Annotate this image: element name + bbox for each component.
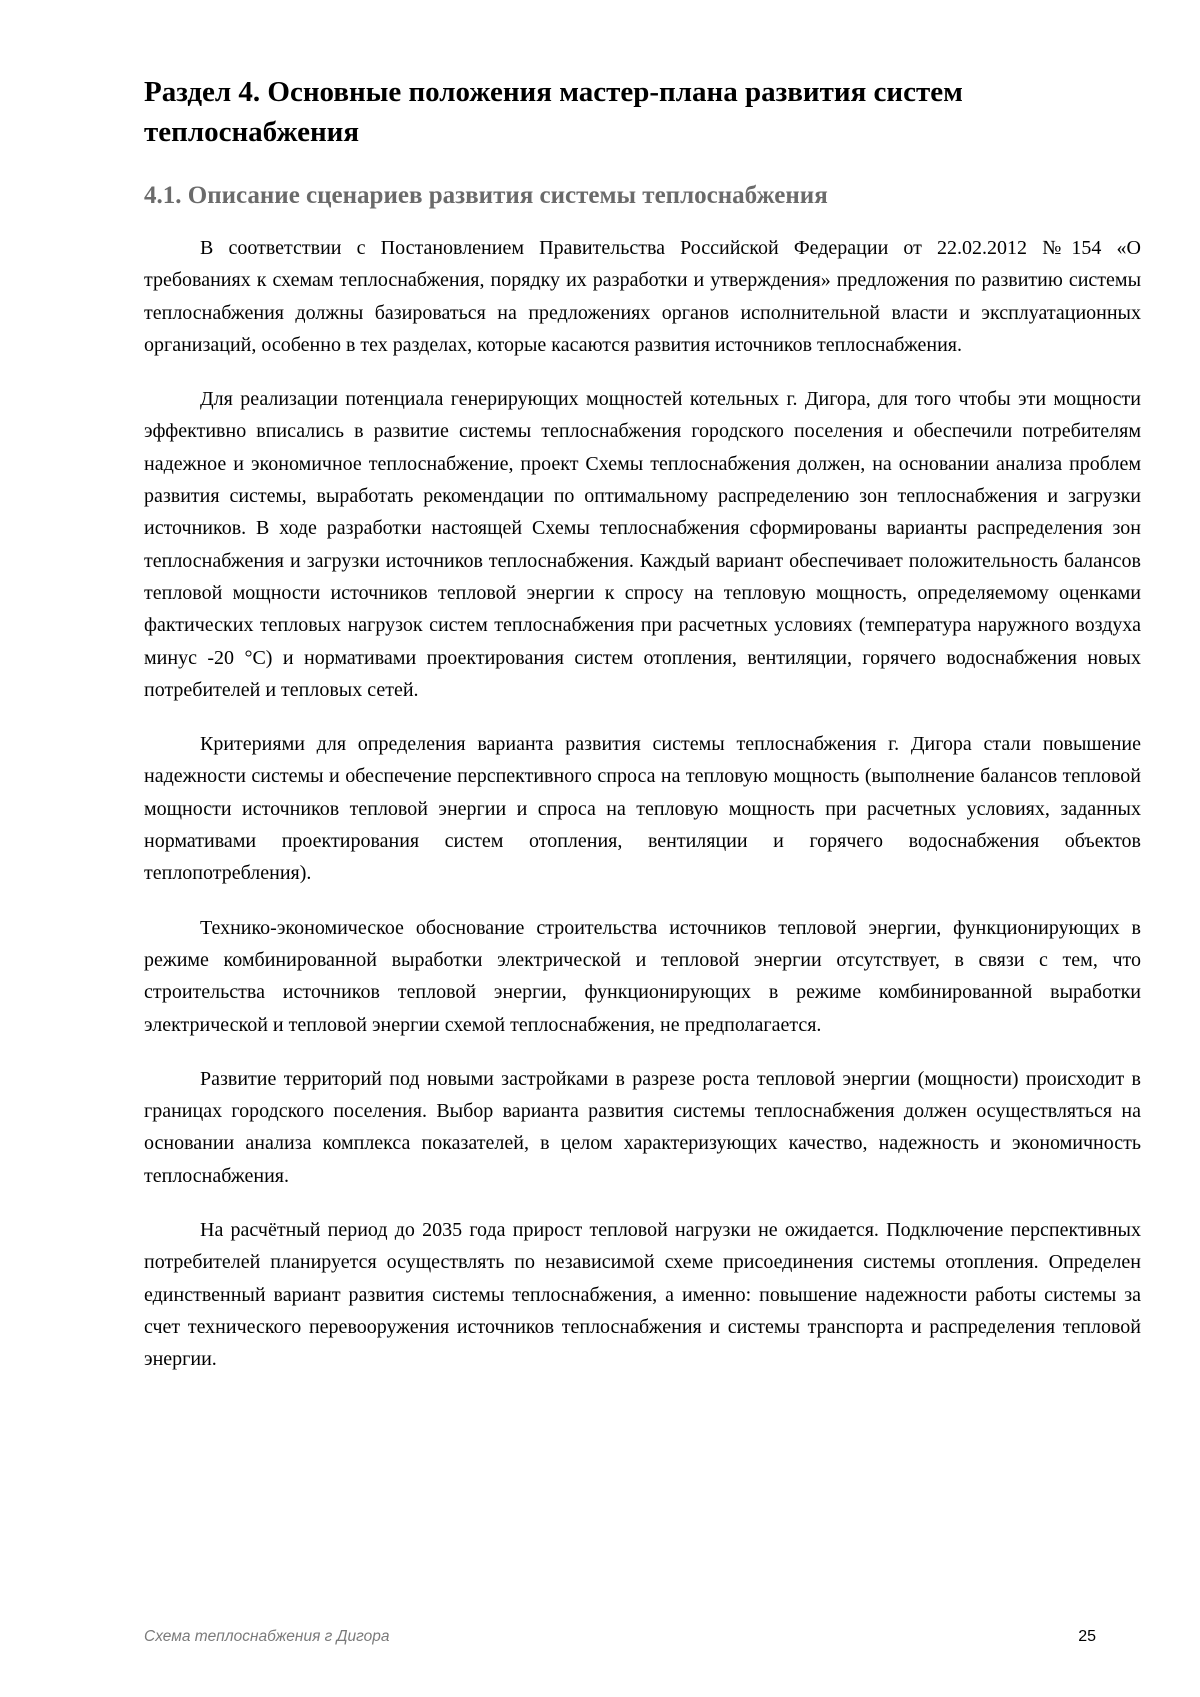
section-heading: Раздел 4. Основные положения мастер-плана развития систем теплоснабжения: [144, 76, 963, 148]
paragraph-forecast-2035: На расчётный период до 2035 года прирост тепловой нагрузки не ожидается. Подключение перспективных потребителей планируется осуществлять по независимой схеме присоединения системы отопления. Определен единственный вариант развития системы теплоснабжения, а именно: повышение надежности работы системы за счет технического перевооружения источников теплоснабжения и системы транспорта и распределения тепловой энергии.: [144, 1219, 1141, 1371]
footer-page-number: 25: [1078, 1628, 1096, 1645]
subsection-heading: 4.1. Описание сценариев развития системы теплоснабжения: [144, 182, 828, 209]
paragraph-legal-basis: В соответствии с Постановлением Правительства Российской Федерации от 22.02.2012 №154 «О требованиях к схемам теплоснабжения, порядку их разработки и утверждения» предложения по развитию системы теплоснабжения должны базироваться на предложениях органов исполнительной власти и эксплуатационных организаций, особенно в тех разделах, которые касаются развития источников теплоснабжения.: [144, 237, 1141, 356]
footer-document-title: Схема теплоснабжения г Дигора: [144, 1628, 390, 1645]
page-footer: [144, 1628, 1096, 1650]
paragraph-criteria: Критериями для определения варианта развития системы теплоснабжения г. Дигора стали повышение надежности системы и обеспечение перспективного спроса на тепловую мощность (выполнение балансов тепловой мощности источников тепловой энергии и спроса на тепловую мощность при расчетных условиях, заданных нормативами проектирования систем отопления, вентиляции и горячего водоснабжения объектов теплопотребления).: [144, 733, 1141, 885]
paragraph-feasibility: Технико-экономическое обоснование строительства источников тепловой энергии, функционирующих в режиме комбинированной выработки электрической и тепловой энергии отсутствует, в связи с тем, что строительства источников тепловой энергии, функционирующих в режиме комбинированной выработки электрической и тепловой энергии схемой теплоснабжения, не предполагается.: [144, 916, 1141, 1036]
page-content: [144, 72, 1141, 1376]
paragraph-territory-development: Развитие территорий под новыми застройками в разрезе роста тепловой энергии (мощности) происходит в границах городского поселения. Выбор варианта развития системы теплоснабжения должен осуществляться на основании анализа комплекса показателей, в целом характеризующих качество, надежность и экономичность теплоснабжения.: [144, 1067, 1141, 1187]
paragraph-generating-capacity: Для реализации потенциала генерирующих мощностей котельных г. Дигора, для того чтобы эти мощности эффективно вписались в развитие системы теплоснабжения городского поселения и обеспечили потребителям надежное и экономичное теплоснабжение, проект Схемы теплоснабжения должен, на основании анализа проблем развития системы, выработать рекомендации по оптимальному распределению зон теплоснабжения и загрузки источников. В ходе разработки настоящей Схемы теплоснабжения сформированы варианты распределения зон теплоснабжения и загрузки источников теплоснабжения. Каждый вариант обеспечивает положительность балансов тепловой мощности источников тепловой энергии к спросу на тепловую мощность, определяемому оценками фактических тепловых нагрузок систем теплоснабжения при расчетных условиях (температура наружного воздуха минус -20 °С) и нормативами проектирования систем отопления, вентиляции, горячего водоснабжения новых потребителей и тепловых сетей.: [144, 388, 1141, 701]
